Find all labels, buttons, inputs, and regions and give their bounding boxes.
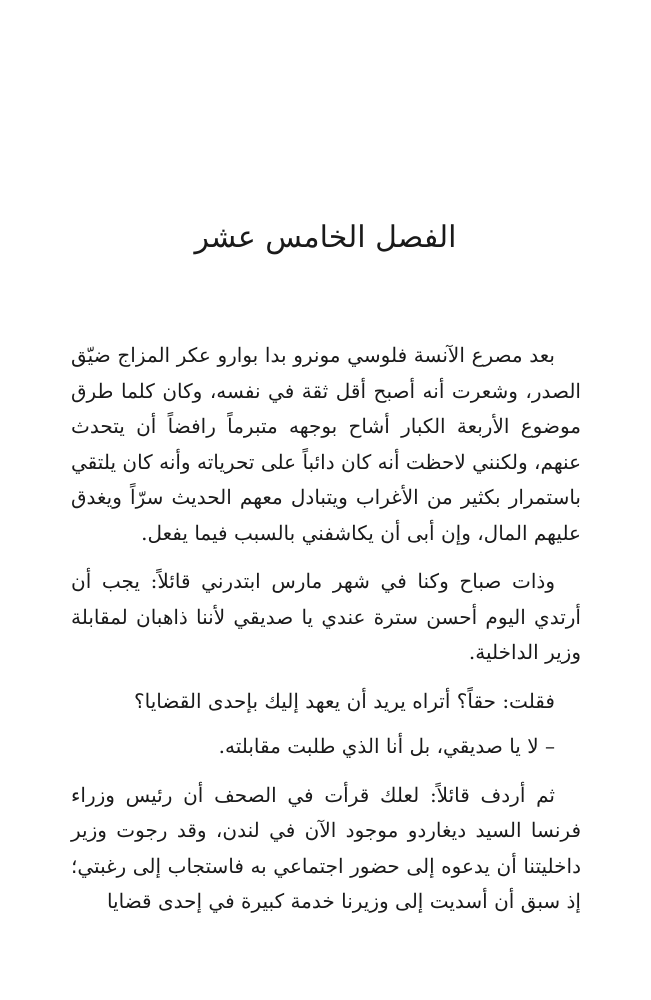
paragraph-3: فقلت: حقاً؟ أتراه يريد أن يعهد إليك بإحدى القضايا؟: [134, 688, 555, 713]
paragraph-2: وذات صباح وكنا في شهر مارس ابتدرني قائلاً: يجب أن أرتدي اليوم أحسن سترة عندي يا صديقي لأننا ذاهبان لمقابلة وزير الداخلية.: [71, 569, 581, 664]
paragraph-4: – لا يا صديقي، بل أنا الذي طلبت مقابلته.: [218, 734, 555, 758]
paragraph-5: ثم أردف قائلاً: لعلك قرأت في الصحف أن رئيس وزراء فرنسا السيد ديغاردو موجود الآن في لندن، وقد رجوت وزير داخليتنا أن يدعوه إلى حضور اجتماعي به فاستجاب إلى رغبتي؛ إذ سبق أن أسديت إلى وزيرنا خدمة كبيرة في إحدى قضايا: [71, 782, 581, 913]
chapter-body: [71, 338, 581, 920]
paragraph-1: بعد مصرع الآنسة فلوسي مونرو بدا بوارو عكر المزاج ضيّق الصدر، وشعرت أنه أصبح أقل ثقة في نفسه، وكان كلما طرق موضوع الأربعة الكبار أشاح بوجهه متبرماً رافضاً أن يتحدث عنهم، ولكنني لاحظت أنه كان دائباً على تحرياته وأنه كان يلتقي باستمرار بكثير من الأغراب ويتبادل معهم الحديث سرّاً ويغدق عليهم المال، وإن أبى أن يكاشفني بالسبب فيما يفعل.: [71, 343, 581, 545]
chapter-title: الفصل الخامس عشر: [194, 220, 457, 255]
